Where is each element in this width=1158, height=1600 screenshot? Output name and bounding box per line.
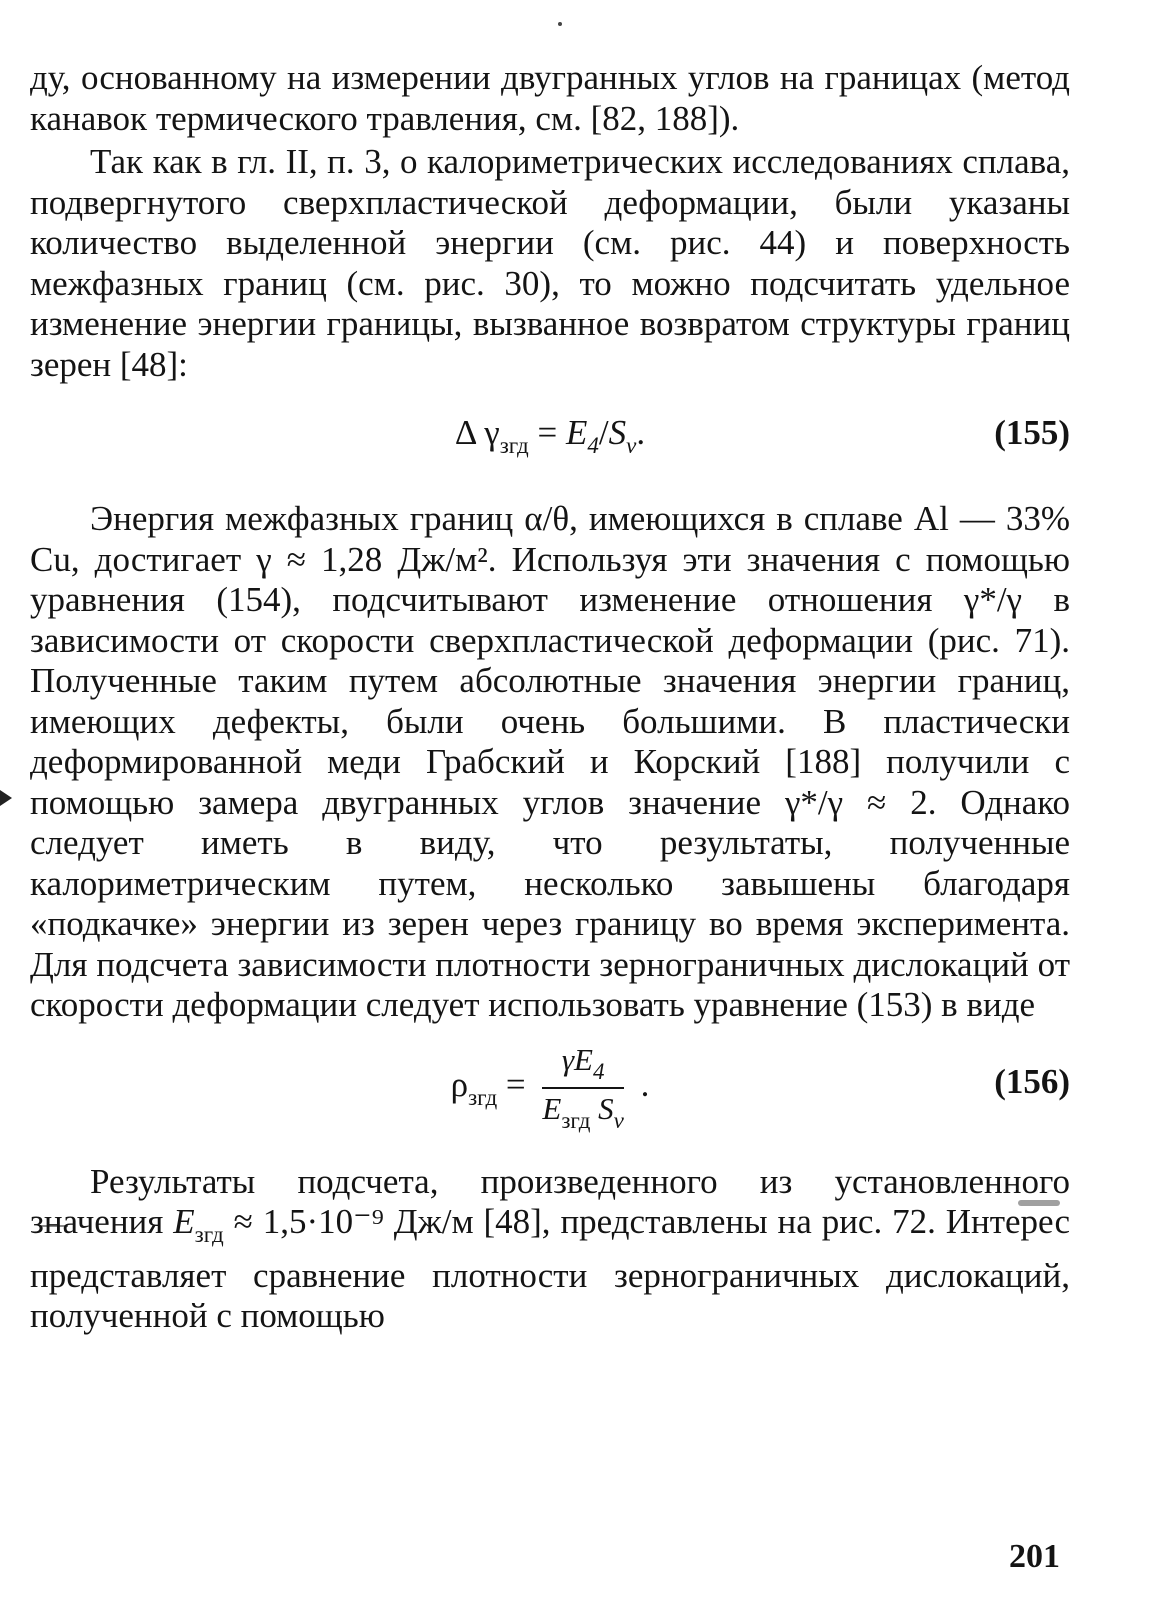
formula-156-lhs: ρ — [450, 1064, 469, 1104]
formula-156-lhs-sub: згд — [468, 1084, 498, 1110]
paragraph-3: Энергия межфазных границ α/θ, имеющихся в сплаве Al — 33% Cu, достигает γ ≈ 1,28 Дж/м². Используя эти значения с помощью уравнения (154), подсчитывают изменение отношения γ*/γ в зависимости от скорости сверхпластической деформации (рис. 71). Полученные таким путем абсолютные значения энергии границ, имеющих дефекты, были очень большими. В пластически деформированной меди Грабский и Корский [188] получили с помощью замера двугранных углов значение γ*/γ ≈ 2. Однако следует иметь в виду, что результаты, полученные калориметрическим путем, несколько завышены благодаря «подкачке» энергии из зерен через границу во время эксперимента. Для подсчета зависимости плотности зернограничных дислокаций от скорости деформации следует использовать уравнение (153) в виде — [30, 499, 1070, 1024]
formula-155-lhs-sub: згд — [499, 433, 529, 458]
formula-155-equals: = — [537, 413, 558, 452]
formula-156-den-s: S — [598, 1090, 614, 1126]
page-number: 201 — [1009, 1538, 1060, 1575]
formula-156-den-e: E — [542, 1090, 562, 1126]
formula-155-rhs-s-sub: v — [626, 433, 637, 458]
formula-156-numerator — [542, 1042, 623, 1089]
margin-mark — [0, 790, 12, 806]
paragraph-4 — [30, 1162, 1070, 1337]
paragraph-1: ду, основанному на измерении двугранных углов на границах (метод канавок термического травления, см. [82, 188]). — [30, 58, 1070, 138]
paragraph-4-e: E — [173, 1202, 195, 1241]
formula-155-number: (155) — [994, 413, 1070, 452]
formula-156-number: (156) — [994, 1061, 1070, 1101]
print-speck — [558, 22, 562, 26]
paragraph-4-before: Результаты подсчета, произведенного из установленного значения — [30, 1161, 1070, 1241]
formula-156-equals: = — [505, 1064, 526, 1104]
formula-156-body — [30, 1042, 1070, 1134]
formula-155-rhs-e: E — [566, 413, 588, 452]
formula-155-rhs-s: S — [608, 413, 627, 452]
paragraph-4-e-sub: згд — [194, 1222, 224, 1247]
formula-155-rhs-slash: / — [598, 413, 609, 452]
formula-156 — [30, 1034, 1070, 1144]
formula-156-end: . — [640, 1064, 650, 1104]
formula-156-num-sub: 4 — [592, 1058, 605, 1084]
formula-155 — [30, 399, 1070, 479]
formula-156-denominator — [542, 1089, 623, 1134]
formula-156-fraction — [542, 1042, 623, 1134]
formula-155-rhs-e-sub: 4 — [587, 433, 599, 458]
page-content — [30, 58, 1070, 1337]
formula-155-lhs: Δ γ — [454, 413, 500, 452]
formula-155-body — [30, 413, 1070, 459]
formula-156-den-s-sub: v — [613, 1107, 624, 1133]
formula-156-num-main: γE — [561, 1041, 593, 1077]
paragraph-2: Так как в гл. II, п. 3, о калориметрических исследованиях сплава, подвергнутого сверхпластической деформации, были указаны количество выделенной энергии (см. рис. 44) и поверхность межфазных границ (см. рис. 30), то можно подсчитать удельное изменение энергии границы, вызванное возвратом структуры границ зерен [48]: — [30, 142, 1070, 384]
paragraph-4-after: ≈ 1,5·10⁻⁹ Дж/м [48], представлены на рис. 72. Интерес представляет сравнение плотности зернограничных дислокаций, полученной с помощью — [30, 1202, 1070, 1335]
formula-155-end: . — [636, 413, 646, 452]
formula-156-den-e-sub: згд — [561, 1107, 591, 1133]
